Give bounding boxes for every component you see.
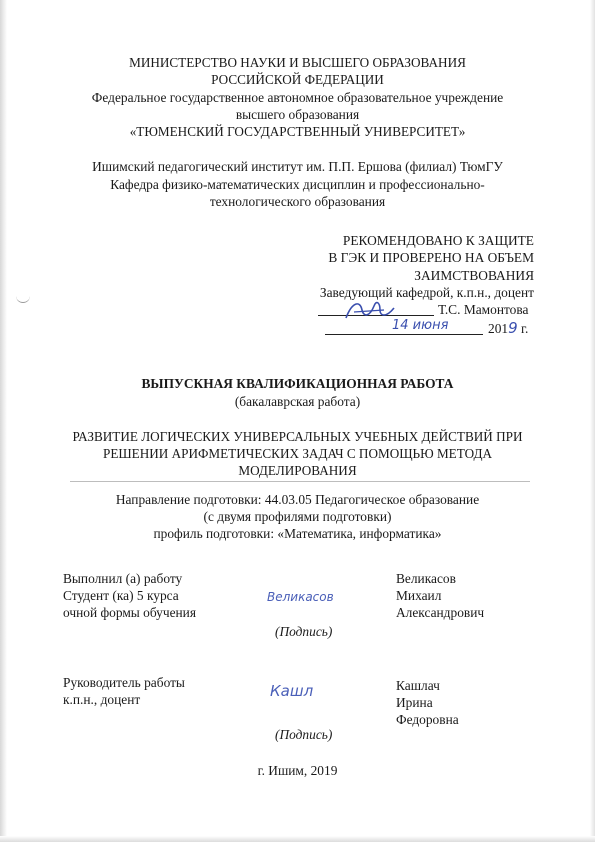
- approval-line-3: ЗАИМСТВОВАНИЯ: [414, 268, 534, 283]
- approval-date-line: [325, 334, 483, 335]
- student-label-2: Студент (ка) 5 курса: [63, 588, 179, 603]
- head-name: Т.С. Мамонтова: [438, 302, 529, 317]
- student-first-name: Михаил: [396, 588, 442, 603]
- scan-edge-bottom: [0, 836, 595, 842]
- work-title-line-2: РЕШЕНИИ АРИФМЕТИЧЕСКИХ ЗАДАЧ С ПОМОЩЬЮ МЕТОДА: [102, 446, 493, 461]
- approval-year: [488, 320, 528, 337]
- work-subtype: (бакалаврская работа): [234, 394, 361, 409]
- scan-mark: [16, 294, 30, 303]
- supervisor-label-1: Руководитель работы: [63, 675, 185, 690]
- year-suffix: г.: [517, 321, 529, 336]
- department-line-1: Кафедра физико-математических дисциплин и профессионально-: [110, 177, 485, 192]
- approval-line-1: РЕКОМЕНДОВАНО К ЗАЩИТЕ: [342, 233, 534, 248]
- student-sign-caption: (Подпись): [275, 624, 333, 639]
- student-label-3: очной формы обучения: [63, 605, 197, 620]
- work-title-line-1: РАЗВИТИЕ ЛОГИЧЕСКИХ УНИВЕРСАЛЬНЫХ УЧЕБНЫХ ДЕЙСТВИЙ ПРИ: [72, 429, 523, 444]
- institution-type-line: Федеральное государственное автономное образовательное учреждение: [91, 90, 504, 105]
- student-patronymic: Александрович: [396, 605, 485, 620]
- ministry-line: МИНИСТЕРСТВО НАУКИ И ВЫСШЕГО ОБРАЗОВАНИЯ: [129, 55, 466, 70]
- approval-date: 14 июня: [392, 318, 449, 333]
- institute-line: Ишимский педагогический институт им. П.П. Ершова (филиал) ТюмГУ: [92, 159, 503, 174]
- city-year: г. Ишим, 2019: [257, 763, 338, 778]
- university-name: «ТЮМЕНСКИЙ ГОСУДАРСТВЕННЫЙ УНИВЕРСИТЕТ»: [129, 124, 466, 139]
- student-signature: Великасов: [267, 590, 334, 604]
- supervisor-signature: Кашл: [270, 682, 314, 700]
- head-position: Заведующий кафедрой, к.п.н., доцент: [319, 285, 534, 300]
- approval-line-2: В ГЭК И ПРОВЕРЕНО НА ОБЪЕМ: [328, 250, 534, 265]
- direction-line-1: Направление подготовки: 44.03.05 Педагогическое образование: [115, 492, 480, 507]
- year-prefix: 201: [488, 321, 509, 336]
- work-type: ВЫПУСКНАЯ КВАЛИФИКАЦИОННАЯ РАБОТА: [141, 376, 454, 391]
- supervisor-first-name: Ирина: [396, 695, 433, 710]
- education-level-line: высшего образования: [235, 107, 360, 122]
- head-signature-mark: [340, 296, 400, 324]
- supervisor-patronymic: Федоровна: [396, 712, 459, 727]
- supervisor-label-2: к.п.н., доцент: [63, 692, 141, 707]
- title-divider: [70, 481, 530, 482]
- work-title-line-3: МОДЕЛИРОВАНИЯ: [238, 463, 357, 478]
- student-surname: Великасов: [396, 571, 456, 586]
- supervisor-surname: Кашлач: [396, 678, 440, 693]
- profile-line: профиль подготовки: «Математика, информатика»: [153, 526, 442, 541]
- year-handwritten: 9: [508, 319, 518, 337]
- federation-line: РОССИЙСКОЙ ФЕДЕРАЦИИ: [211, 72, 384, 87]
- supervisor-sign-caption: (Подпись): [275, 727, 333, 742]
- direction-line-2: (с двумя профилями подготовки): [203, 509, 392, 524]
- student-label-1: Выполнил (а) работу: [63, 571, 183, 586]
- department-line-2: технологического образования: [209, 194, 386, 209]
